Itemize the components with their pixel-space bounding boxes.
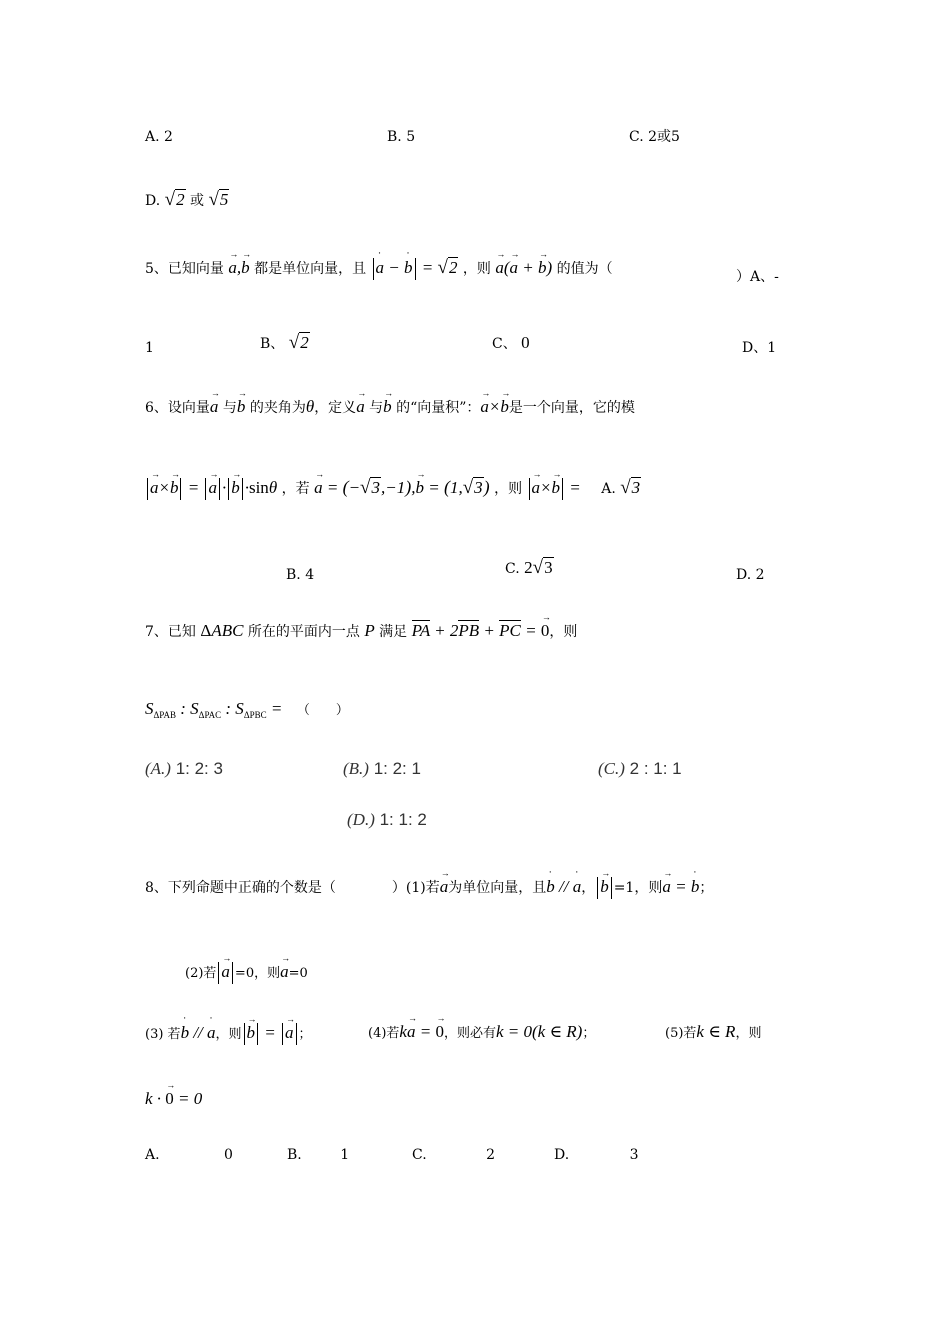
- q8-option-b-value: 1: [340, 1147, 350, 1163]
- q8-option-a-value: 0: [224, 1147, 233, 1163]
- q8-prop5: [665, 1023, 761, 1040]
- q8-option-c-label: C.: [412, 1147, 427, 1163]
- q4-option-d-or: 或: [190, 193, 205, 209]
- q8-prop4-conclusion: k = 0(k ∈ R): [495, 1022, 583, 1041]
- q8-prop2-end: =0: [288, 965, 308, 981]
- q7-stem: [145, 622, 577, 639]
- q8-option-d: [554, 1148, 639, 1162]
- q6-option-a-sqrt3: √3: [620, 477, 641, 498]
- q7-mid: 所在的平面内一点: [247, 624, 360, 640]
- q6-option-c-label: C.: [505, 561, 520, 577]
- q6-option-c-value: 2√3: [524, 557, 553, 578]
- q8-prop3-label: (3) 若: [145, 1026, 181, 1042]
- q6-modulus-formula: → a×→ b = → a ·→ b ·sinθ: [145, 478, 277, 497]
- q6-named: 的“向量积”：: [396, 400, 481, 416]
- q8-prop4-label: (4)若: [368, 1026, 400, 1041]
- q8-prop2: [185, 962, 308, 984]
- q6-definition-line: [145, 478, 641, 500]
- q8-prop4-eq: k→ a = → 0: [399, 1022, 444, 1041]
- q7-triangle: ΔABC: [200, 621, 244, 640]
- q6-angle: 的夹角为: [249, 400, 306, 416]
- q7-option-d-value: 1: 1: 2: [379, 810, 427, 829]
- q6-with1: 与: [222, 400, 237, 416]
- q7-paren: （ ）: [296, 703, 349, 718]
- q6-theta: θ: [305, 397, 315, 416]
- q8-conclusion: → a = ˙ b: [662, 877, 699, 896]
- q8-prop5-label: (5)若: [665, 1026, 697, 1041]
- q7-vector-equation: PA + 2PB + PC = → 0: [412, 621, 550, 640]
- q5-mid: 都是单位向量，且: [254, 261, 367, 277]
- q8-prop3-mid: ，则: [215, 1026, 242, 1042]
- q8-prop4-mid: ，则必有: [443, 1026, 496, 1041]
- q4-option-b: B. 5: [387, 129, 416, 145]
- q8-prefix: 8、下列命题中正确的个数是（ ）(1)若: [145, 879, 440, 896]
- q8-option-c: [412, 1148, 495, 1162]
- q6-question-expr: → a×→ b =: [527, 478, 581, 497]
- q8-prop3: (3) 若˙ b // ˙ a，则→ b = → a ；: [145, 1023, 312, 1045]
- q8-prop2-vec: → a: [280, 963, 289, 980]
- q7-area-ratio: [145, 700, 349, 720]
- q8-option-c-value: 2: [486, 1147, 496, 1163]
- q5-prefix: 5、已知向量: [145, 261, 224, 277]
- q8-option-b-label: B.: [287, 1147, 302, 1163]
- q8-prop5-cond: k ∈ R: [696, 1022, 736, 1041]
- q8-prop4: (4)若k→ a = → 0，则必有k = 0(k ∈ R)；: [368, 1023, 595, 1040]
- q6-cross: → a×→ b: [480, 397, 508, 416]
- q6-is: 是一个向量，它的模: [508, 400, 635, 416]
- q8-prop2-mid: =0，则: [234, 965, 281, 981]
- q6-vec-b: → b: [237, 398, 246, 415]
- q6-then: ，则: [494, 481, 523, 497]
- q8-norm-b: → b: [595, 877, 614, 896]
- q7-option-d: [347, 811, 427, 828]
- q5-option-c: [492, 334, 530, 351]
- q6-option-a-label: A.: [601, 481, 616, 497]
- q5-option-b-label: B、: [260, 336, 285, 352]
- q7-option-d-label: (D.): [347, 810, 375, 829]
- q6-option-c: [505, 558, 554, 577]
- q8-parallel: ˙ b // ˙ a: [546, 877, 581, 896]
- q7-option-c: [598, 760, 682, 777]
- q4-option-c: C. 2或5: [629, 129, 680, 145]
- q5-expression: → a(→ a + → b): [495, 258, 552, 277]
- q8-option-a-label: A.: [145, 1147, 160, 1163]
- q8-option-d-label: D.: [554, 1147, 570, 1163]
- q8-unit: 为单位向量，且: [448, 879, 547, 896]
- q8-option-b: [287, 1148, 349, 1162]
- q7-option-a-label: (A.): [145, 759, 171, 778]
- q8-vec-a: → a: [440, 878, 449, 895]
- q7-option-b-label: (B.): [343, 759, 369, 778]
- q7-point-p: P: [364, 621, 375, 640]
- q7-option-b-value: 1: 2: 1: [373, 759, 421, 778]
- q5-then: ，则: [462, 261, 491, 277]
- q8-eq1: =1，则: [613, 879, 663, 896]
- q5-option-c-label: C、: [492, 336, 517, 352]
- q6-stem: [145, 398, 635, 415]
- q7-area-expr: $S_{\Delta PAB}$ : $S_{\Delta PAC}$ : $S_{\Delta PBC}$ =: [145, 699, 283, 720]
- q5-option-b-sqrt2: √2: [288, 332, 309, 353]
- q5-stem: [145, 258, 613, 280]
- q5-option-d: D、1: [742, 340, 777, 356]
- q6-vec-b2: → b: [383, 398, 392, 415]
- q4-option-a: A. 2: [145, 129, 173, 145]
- q7-satisfy: 满足: [379, 624, 408, 640]
- q5-option-b: [260, 333, 310, 352]
- q6-vector-values: → a = (−√3,−1),→ b = (1,√3): [314, 478, 490, 497]
- q7-then: ，则: [549, 624, 578, 640]
- q6-with2: 与: [369, 400, 384, 416]
- q8-prop5-mid: ，则: [735, 1026, 762, 1041]
- q5-tail: ）A、-: [736, 269, 779, 285]
- q7-option-c-value: 2 : 1: 1: [629, 759, 682, 778]
- q8-prop5-expr: [145, 1090, 202, 1107]
- q7-option-a-value: 1: 2: 3: [175, 759, 223, 778]
- q8-prop2-label: (2)若: [185, 965, 217, 981]
- q5-suffix: 的值为（: [556, 261, 613, 277]
- q4-option-d: [145, 190, 229, 209]
- q6-vec-a: → a: [210, 398, 219, 415]
- q6-option-b: B. 4: [286, 567, 315, 583]
- q8-stem: 8、下列命题中正确的个数是（ ）(1)若→ a为单位向量，且˙ b // ˙ a，→ b =1，则→ a = ˙ b；: [145, 877, 713, 899]
- q4-sqrt5: √5: [208, 189, 229, 210]
- q7-option-a: [145, 760, 223, 777]
- q4-sqrt2: √2: [164, 189, 185, 210]
- q8-prop5-formula: k · → 0 = 0: [145, 1089, 202, 1108]
- q8-option-a: [145, 1148, 233, 1162]
- q6-vec-a2: → a: [356, 398, 365, 415]
- q7-prefix: 7、已知: [145, 624, 196, 640]
- q7-option-b: [343, 760, 421, 777]
- q6-define: ，定义: [314, 400, 357, 416]
- q6-prefix: 6、设向量: [145, 400, 210, 416]
- q6-if: ，若: [281, 481, 310, 497]
- q6-option-d: D. 2: [736, 567, 765, 583]
- q5-norm-eq: ˙ a − ˙ b = √2: [371, 258, 459, 277]
- q4-option-d-label: D.: [145, 193, 161, 209]
- q7-option-c-label: (C.): [598, 759, 625, 778]
- q5-vectors-ab: → a,→ b: [228, 258, 249, 277]
- q8-prop2-norm: → a: [216, 962, 235, 981]
- q8-prop3-eq: → b = → a: [242, 1023, 299, 1042]
- q8-prop3-parallel: ˙ b // ˙ a: [181, 1023, 216, 1042]
- q8-option-d-value: 3: [629, 1147, 639, 1163]
- q5-option-c-value: 0: [521, 333, 530, 352]
- q5-option-a: 1: [145, 340, 154, 356]
